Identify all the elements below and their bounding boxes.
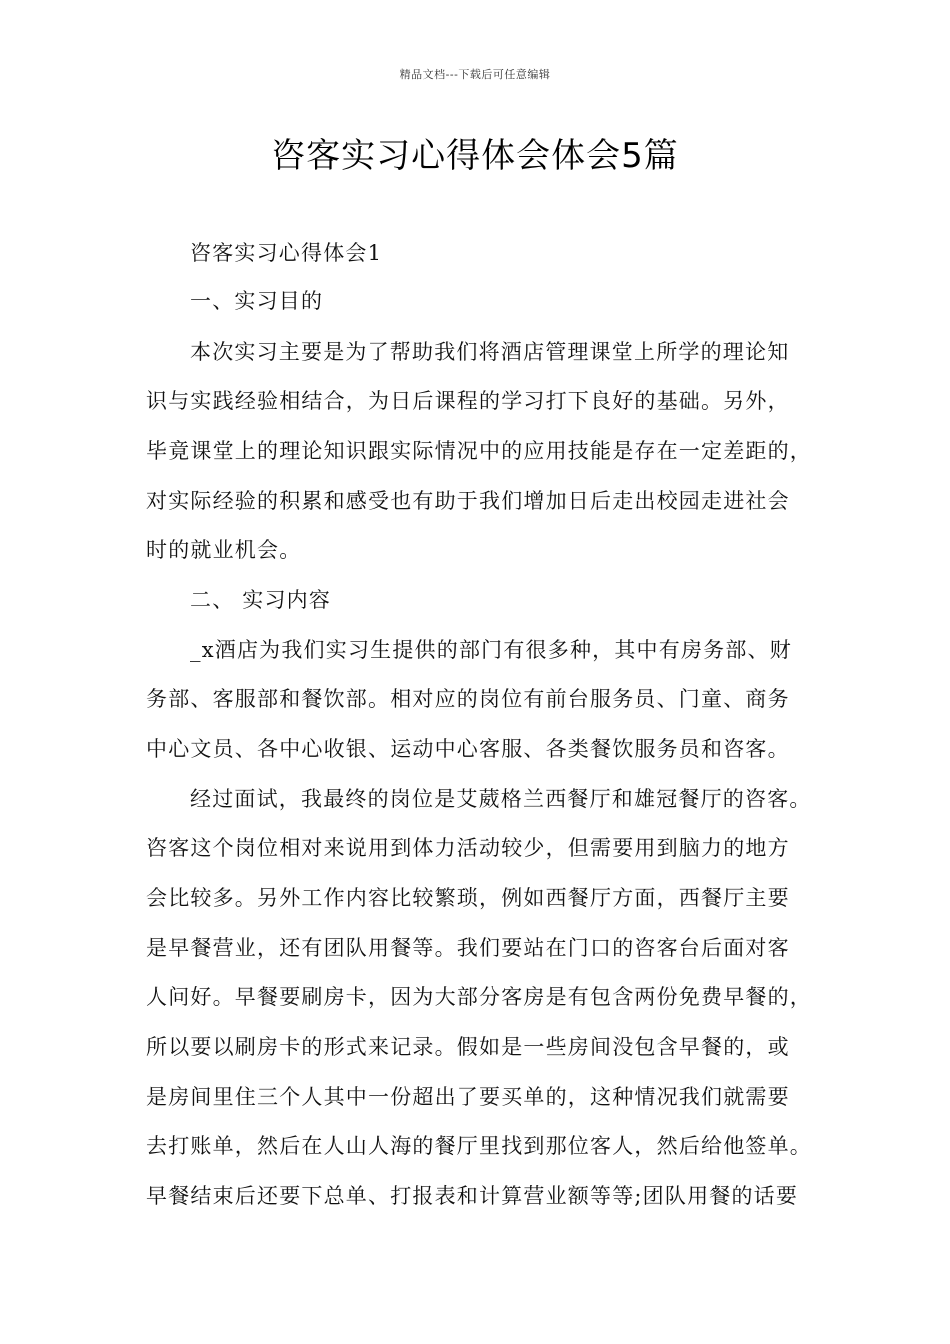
subsection-heading: 二、 实习内容 [190, 588, 332, 612]
paragraph-line: 毕竟课堂上的理论知识跟实际情况中的应用技能是存在一定差距的， [146, 439, 812, 463]
paragraph-line: 是房间里住三个人其中一份超出了要买单的，这种情况我们就需要 [146, 1085, 790, 1109]
paragraph-line: 早餐结束后还要下总单、打报表和计算营业额等等;团队用餐的话要 [146, 1184, 799, 1208]
paragraph-line: 时的就业机会。 [146, 538, 302, 562]
paragraph-line: 中心文员、各中心收银、运动中心客服、各类餐饮服务员和咨客。 [146, 737, 790, 761]
paragraph-line: 识与实践经验相结合，为日后课程的学习打下良好的基础。另外， [146, 389, 790, 413]
paragraph-line: 去打账单，然后在人山人海的餐厅里找到那位客人，然后给他签单。 [146, 1134, 812, 1158]
paragraph-line: 务部、客服部和餐饮部。相对应的岗位有前台服务员、门童、商务 [146, 687, 790, 711]
paragraph-line: 对实际经验的积累和感受也有助于我们增加日后走出校园走进社会 [146, 489, 790, 513]
paragraph-line: 咨客这个岗位相对来说用到体力活动较少，但需要用到脑力的地方 [146, 836, 790, 860]
paragraph-line: 是早餐营业，还有团队用餐等。我们要站在门口的咨客台后面对客 [146, 936, 790, 960]
paragraph-line: _x酒店为我们实习生提供的部门有很多种，其中有房务部、财 [190, 638, 792, 662]
subsection-heading: 一、实习目的 [190, 289, 324, 313]
section-heading: 咨客实习心得体会1 [190, 241, 383, 265]
paragraph-line: 经过面试，我最终的岗位是艾葳格兰西餐厅和雄冠餐厅的咨客。 [190, 787, 812, 811]
paragraph-line: 所以要以刷房卡的形式来记录。假如是一些房间没包含早餐的，或 [146, 1035, 790, 1059]
paragraph-line: 人问好。早餐要刷房卡，因为大部分客房是有包含两份免费早餐的， [146, 985, 812, 1009]
header-note: 精品文档---下载后可任意编辑 [399, 68, 551, 81]
paragraph-line: 本次实习主要是为了帮助我们将酒店管理课堂上所学的理论知 [190, 340, 790, 364]
document-title: 咨客实习心得体会体会5篇 [271, 136, 679, 176]
paragraph-line: 会比较多。另外工作内容比较繁琐，例如西餐厅方面，西餐厅主要 [146, 886, 790, 910]
